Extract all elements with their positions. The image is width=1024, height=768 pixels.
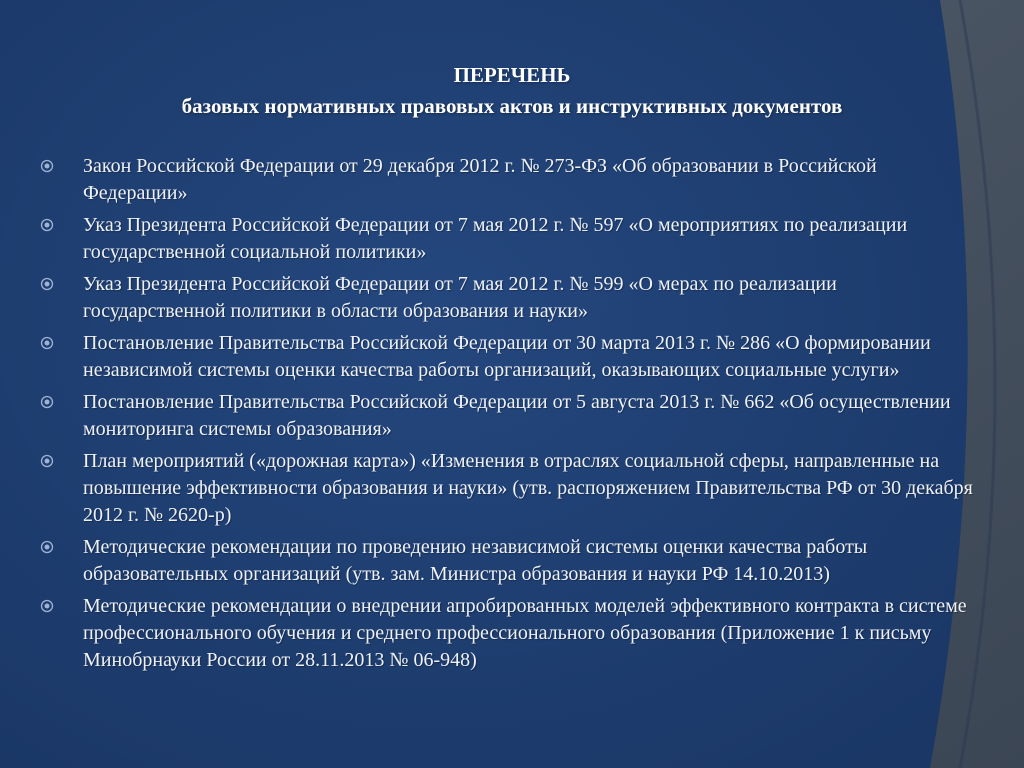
list-item-text: План мероприятий («дорожная карта») «Изменения в отраслях социальной сферы, направленные на повышение эффективности образования и науки» (утв. распоряжением Правительства РФ от 30 декабря 2012 г. № 2620-р): [83, 450, 973, 526]
bullet-icon: [40, 454, 54, 468]
bullet-icon: [40, 218, 54, 232]
bullet-icon: [40, 159, 54, 173]
title-line-2: базовых нормативных правовых актов и инструктивных документов: [181, 94, 843, 118]
list-item: [40, 330, 980, 384]
list-item-text: Методические рекомендации о внедрении апробированных моделей эффективного контракта в системе профессионального обучения и среднего профессионального образования (Приложение 1 к письму Минобрнауки России от 28.11.2013 № 06-948): [83, 595, 967, 671]
bullet-icon: [40, 599, 54, 613]
list-item-text: Методические рекомендации по проведению независимой системы оценки качества работы образовательных организаций (утв. зам. Министра образования и науки РФ 14.10.2013): [83, 536, 868, 585]
list-item-text: Постановление Правительства Российской Федерации от 30 марта 2013 г. № 286 «О формировании независимой системы оценки качества работы организаций, оказывающих социальные услуги»: [83, 332, 931, 381]
list-item: [40, 534, 980, 588]
document-list: [40, 153, 980, 679]
list-item-text: Постановление Правительства Российской Федерации от 5 августа 2013 г. № 662 «Об осуществлении мониторинга системы образования»: [83, 391, 951, 440]
list-item-text: Указ Президента Российской Федерации от 7 мая 2012 г. № 597 «О мероприятиях по реализации государственной социальной политики»: [83, 214, 908, 263]
bullet-icon: [40, 540, 54, 554]
slide-title: [60, 60, 964, 122]
list-item-text: Указ Президента Российской Федерации от 7 мая 2012 г. № 599 «О мерах по реализации государственной политики в области образования и науки»: [83, 273, 837, 322]
bullet-icon: [40, 395, 54, 409]
list-item: [40, 448, 980, 529]
bullet-icon: [40, 336, 54, 350]
list-item: [40, 212, 980, 266]
list-item: [40, 271, 980, 325]
list-item-text: Закон Российской Федерации от 29 декабря 2012 г. № 273-ФЗ «Об образовании в Российской Федерации»: [83, 155, 877, 204]
list-item: [40, 389, 980, 443]
title-line-1: ПЕРЕЧЕНЬ: [453, 63, 571, 87]
list-item: [40, 153, 980, 207]
bullet-icon: [40, 277, 54, 291]
list-item: [40, 593, 980, 674]
